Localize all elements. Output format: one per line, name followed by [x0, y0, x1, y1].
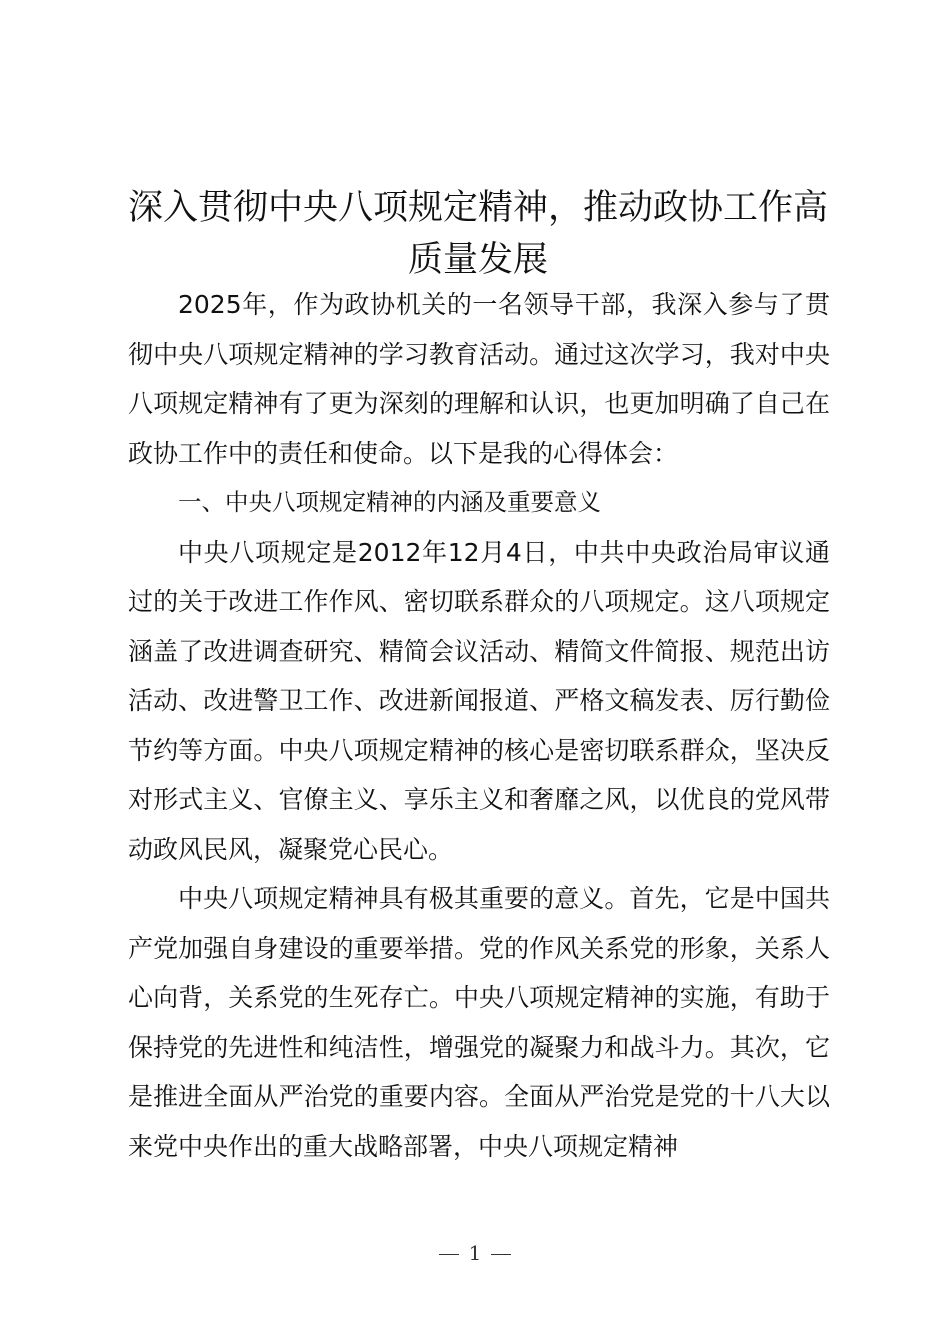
page-number: 1 [468, 1241, 482, 1265]
document-title: 深入贯彻中央八项规定精神，推动政协工作高质量发展 [127, 188, 828, 280]
page-footer [0, 1238, 950, 1268]
content-paragraph-1: 中央八项规定是2012年12月4日，中共中央政治局审议通过的关于改进工作作风、密切联系群众的八项规定。这八项规定涵盖了改进调查研究、精简会议活动、精简文件简报、规范出访活动、改进警卫工作、改进新闻报道、严格文稿发表、厉行勤俭节约等方面。中央八项规定精神的核心是密切联系群众，坚决反对形式主义、官僚主义、享乐主义和奢靡之风，以优良的党风带动政风民风，凝聚党心民心。 [128, 537, 830, 864]
content-paragraph-2: 中央八项规定精神具有极其重要的意义。首先，它是中国共产党加强自身建设的重要举措。党的作风关系党的形象，关系人心向背，关系党的生死存亡。中央八项规定精神的实施，有助于保持党的先进性和纯洁性，增强党的凝聚力和战斗力。其次，它是推进全面从严治党的重要内容。全面从严治党是党的十八大以来党中央作出的重大战略部署，中央八项规定精神 [128, 884, 830, 1161]
section-heading: 一、中央八项规定精神的内涵及重要意义 [178, 488, 601, 516]
footer-dash-right [491, 1254, 511, 1255]
document-body [128, 280, 830, 1171]
intro-paragraph: 2025年，作为政协机关的一名领导干部，我深入参与了贯彻中央八项规定精神的学习教育活动。通过这次学习，我对中央八项规定精神有了更为深刻的理解和认识，也更加明确了自己在政协工作中的责任和使命。以下是我的心得体会： [128, 290, 830, 468]
footer-dash-left [439, 1254, 459, 1255]
